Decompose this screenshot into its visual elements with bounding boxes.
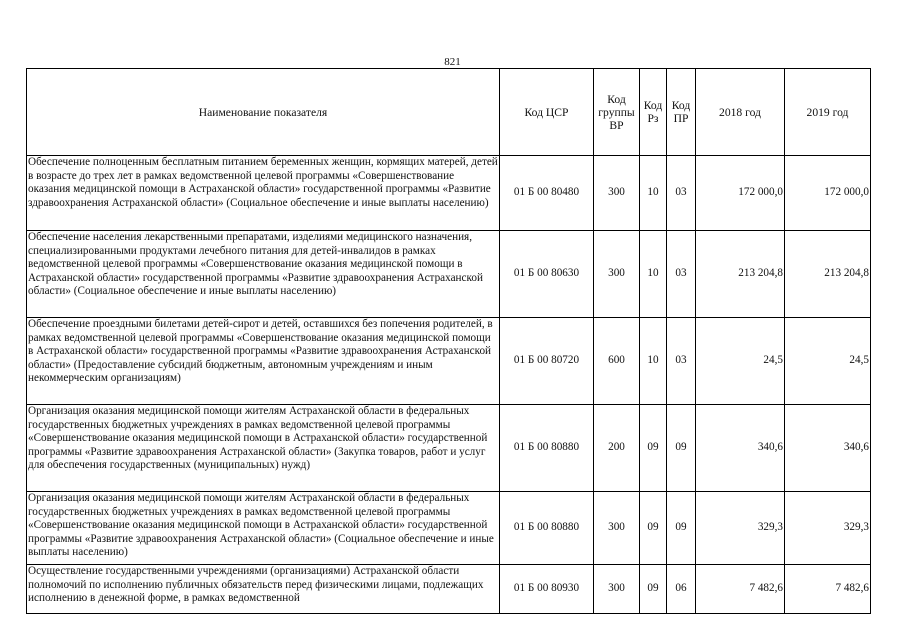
row-csr: 01 Б 00 80930 <box>500 565 594 614</box>
page-number: 821 <box>444 56 461 68</box>
row-2018: 213 204,8 <box>696 231 785 318</box>
table-row <box>27 318 871 405</box>
row-name: Организация оказания медицинской помощи жителям Астраханской области в федеральных государственных бюджетных учреждениях в рамках ведомственной целевой программы «Совершенствование оказания медицинской помощи в Астраханской области» государственной программы «Развитие здравоохранения Астраханской области» (Закупка товаров, работ и услуг для обеспечения государственных (муниципальных) нужд) <box>27 405 500 492</box>
table-header-row <box>27 69 871 156</box>
row-name: Обеспечение полноценным бесплатным питанием беременных женщин, кормящих матерей, детей в возрасте до трех лет в рамках ведомственной целевой программы «Совершенствование оказания медицинской помощи в Астраханской области» государственной программы «Развитие здравоохранения Астраханской области» (Социальное обеспечение и иные выплаты населению) <box>27 156 500 231</box>
table-row <box>27 405 871 492</box>
row-vr: 300 <box>594 156 640 231</box>
row-2019: 213 204,8 <box>785 231 871 318</box>
row-csr: 01 Б 00 80880 <box>500 405 594 492</box>
table-row <box>27 492 871 565</box>
row-2019: 24,5 <box>785 318 871 405</box>
row-2019: 7 482,6 <box>785 565 871 614</box>
header-name: Наименование показателя <box>27 69 500 156</box>
header-vr: Код группы ВР <box>594 69 640 156</box>
row-pr: 06 <box>667 565 696 614</box>
row-rz: 09 <box>640 565 667 614</box>
row-2018: 340,6 <box>696 405 785 492</box>
row-vr: 600 <box>594 318 640 405</box>
row-csr: 01 Б 00 80630 <box>500 231 594 318</box>
row-2019: 172 000,0 <box>785 156 871 231</box>
row-2018: 329,3 <box>696 492 785 565</box>
row-2018: 7 482,6 <box>696 565 785 614</box>
row-rz: 10 <box>640 231 667 318</box>
row-csr: 01 Б 00 80720 <box>500 318 594 405</box>
header-2019: 2019 год <box>785 69 871 156</box>
row-csr: 01 Б 00 80480 <box>500 156 594 231</box>
row-pr: 09 <box>667 492 696 565</box>
table-row <box>27 231 871 318</box>
budget-table <box>26 68 871 614</box>
header-rz: Код Рз <box>640 69 667 156</box>
row-pr: 09 <box>667 405 696 492</box>
row-2019: 329,3 <box>785 492 871 565</box>
row-csr: 01 Б 00 80880 <box>500 492 594 565</box>
row-vr: 300 <box>594 565 640 614</box>
row-name: Обеспечение проездными билетами детей-сирот и детей, оставшихся без попечения родителей, в рамках ведомственной целевой программы «Совершенствование оказания медицинской помощи в Астраханской области» государственной программы «Развитие здравоохранения Астраханской области» (Предоставление субсидий бюджетным, автономным учреждениям и иным некоммерческим организациям) <box>27 318 500 405</box>
row-name: Организация оказания медицинской помощи жителям Астраханской области в федеральных государственных бюджетных учреждениях в рамках ведомственной целевой программы «Совершенствование оказания медицинской помощи в Астраханской области» государственной программы «Развитие здравоохранения Астраханской области» (Социальное обеспечение и иные выплаты населению) <box>27 492 500 565</box>
row-rz: 10 <box>640 156 667 231</box>
row-pr: 03 <box>667 231 696 318</box>
row-rz: 09 <box>640 405 667 492</box>
header-pr: Код ПР <box>667 69 696 156</box>
row-pr: 03 <box>667 318 696 405</box>
row-vr: 300 <box>594 492 640 565</box>
row-rz: 10 <box>640 318 667 405</box>
row-2019: 340,6 <box>785 405 871 492</box>
row-2018: 24,5 <box>696 318 785 405</box>
row-vr: 300 <box>594 231 640 318</box>
row-name: Осуществление государственными учреждениями (организациями) Астраханской области полномочий по исполнению публичных обязательств перед физическими лицами, подлежащих исполнению в денежной форме, в рамках ведомственной <box>27 565 500 614</box>
row-2018: 172 000,0 <box>696 156 785 231</box>
row-name: Обеспечение населения лекарственными препаратами, изделиями медицинского назначения, специализированными продуктами лечебного питания для детей-инвалидов в рамках ведомственной целевой программы «Совершенствование оказания медицинской помощи в Астраханской области» государственной программы «Развитие здравоохранения Астраханской области» (Социальное обеспечение и иные выплаты населению) <box>27 231 500 318</box>
row-pr: 03 <box>667 156 696 231</box>
row-rz: 09 <box>640 492 667 565</box>
table-row <box>27 156 871 231</box>
table-row <box>27 565 871 614</box>
row-vr: 200 <box>594 405 640 492</box>
header-2018: 2018 год <box>696 69 785 156</box>
header-csr: Код ЦСР <box>500 69 594 156</box>
